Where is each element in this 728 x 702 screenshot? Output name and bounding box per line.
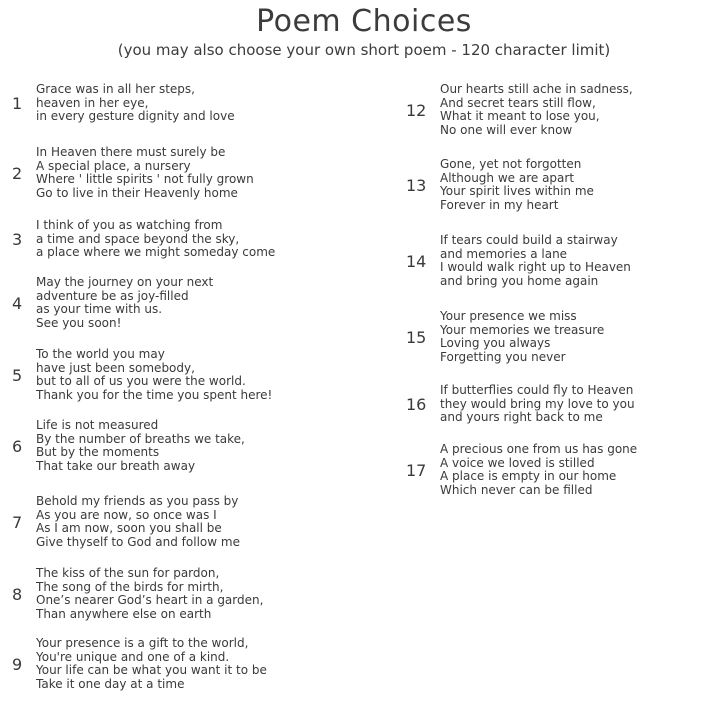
poem-line: as your time with us.: [36, 302, 163, 317]
poem-number: 16: [406, 395, 427, 415]
poem-12: [392, 83, 633, 138]
poem-line: A voice we loved is stilled: [440, 455, 595, 470]
poem-line: Forgetting you never: [440, 350, 566, 365]
poem-5: [0, 348, 272, 403]
poem-line: Which never can be filled: [440, 483, 593, 498]
poem-line: Your presence is a gift to the world,: [36, 636, 249, 650]
poem-line: In Heaven there must surely be: [36, 145, 226, 159]
poem-line: No one will ever know: [440, 123, 573, 138]
poem-line: If butterflies could fly to Heaven: [440, 383, 634, 397]
poem-line: A place is empty in our home: [440, 469, 617, 484]
poem-text: [440, 158, 594, 213]
poem-number: 9: [12, 654, 23, 674]
poem-line: Go to live in their Heavenly home: [36, 186, 238, 201]
poem-line: Take it one day at a time: [36, 677, 185, 692]
poem-4: [0, 276, 213, 331]
poem-line: Loving you always: [440, 336, 551, 351]
poem-line: Your life can be what you want it to be: [36, 663, 267, 678]
poem-line: The kiss of the sun for pardon,: [36, 566, 220, 580]
poem-line: I think of you as watching from: [36, 218, 223, 232]
poem-line: See you soon!: [36, 316, 122, 331]
poem-line: and bring you home again: [440, 274, 599, 289]
poem-2: [0, 146, 254, 201]
poem-line: and memories a lane: [440, 246, 568, 261]
poem-text: [440, 384, 635, 425]
poem-number: 15: [406, 327, 427, 347]
poem-14: [392, 234, 631, 289]
poem-8: [0, 567, 263, 622]
poem-line: Your memories we treasure: [440, 322, 605, 337]
poem-line: As you are now, so once was I: [36, 507, 217, 522]
poem-text: [36, 637, 267, 692]
poem-line: A precious one from us has gone: [440, 442, 638, 456]
poem-line: If tears could build a stairway: [440, 233, 618, 247]
poem-line: Behold my friends as you pass by: [36, 494, 239, 508]
poem-text: [36, 146, 254, 201]
poem-7: [0, 495, 240, 550]
poem-line: Where ' little spirits ' not fully grown: [36, 172, 254, 187]
poem-6: [0, 419, 245, 474]
poem-number: 1: [12, 94, 23, 114]
poem-1: [0, 83, 235, 124]
poem-text: [36, 348, 272, 403]
poem-line: Give thyself to God and follow me: [36, 535, 240, 550]
poem-line: As I am now, soon you shall be: [36, 521, 222, 536]
poem-line: But by the moments: [36, 445, 160, 460]
poem-line: they would bring my love to you: [440, 396, 635, 411]
poem-text: [440, 234, 631, 289]
poem-line: Grace was in all her steps,: [36, 82, 195, 96]
page-title: Poem Choices: [256, 4, 472, 39]
poem-number: 2: [12, 163, 23, 183]
poem-text: [440, 83, 633, 138]
poem-line: Forever in my heart: [440, 198, 559, 213]
poem-line: And secret tears still flow,: [440, 95, 596, 110]
poem-line: Gone, yet not forgotten: [440, 157, 582, 171]
poem-number: 12: [406, 100, 427, 120]
poem-line: adventure be as joy-filled: [36, 288, 189, 303]
poem-line: a place where we might someday come: [36, 245, 276, 260]
poem-line: By the number of breaths we take,: [36, 431, 245, 446]
poem-16: [392, 384, 635, 425]
poem-line: Your presence we miss: [440, 309, 577, 323]
poem-line: What it meant to lose you,: [440, 109, 600, 124]
poem-text: [36, 276, 213, 331]
poem-line: To the world you may: [36, 347, 165, 361]
poem-number: 13: [406, 175, 427, 195]
poem-number: 8: [12, 584, 23, 604]
poem-text: [36, 419, 245, 474]
poem-text: [36, 567, 263, 622]
poem-line: Our hearts still ache in sadness,: [440, 82, 633, 96]
poem-text: [36, 219, 275, 260]
poem-9: [0, 637, 267, 692]
poem-text: [36, 83, 235, 124]
poem-3: [0, 219, 275, 260]
poem-line: May the journey on your next: [36, 275, 214, 289]
poem-line: A special place, a nursery: [36, 158, 191, 173]
poem-line: I would walk right up to Heaven: [440, 260, 631, 275]
poem-line: Your spirit lives within me: [440, 184, 594, 199]
poem-line: The song of the birds for mirth,: [36, 579, 224, 594]
poem-number: 5: [12, 365, 23, 385]
poem-line: but to all of us you were the world.: [36, 374, 246, 389]
poem-line: Thank you for the time you spent here!: [36, 388, 273, 403]
poem-line: Life is not measured: [36, 418, 159, 432]
poem-line: in every gesture dignity and love: [36, 109, 235, 124]
poem-number: 17: [406, 460, 427, 480]
poem-text: [36, 495, 240, 550]
poem-line: You're unique and one of a kind.: [36, 649, 230, 664]
poem-line: Than anywhere else on earth: [36, 607, 212, 622]
poem-number: 14: [406, 251, 427, 271]
poem-number: 4: [12, 293, 23, 313]
poem-17: [392, 443, 637, 498]
poem-15: [392, 310, 604, 365]
poem-number: 7: [12, 512, 23, 532]
poem-line: That take our breath away: [36, 459, 196, 474]
poem-number: 6: [12, 436, 23, 456]
poem-line: a time and space beyond the sky,: [36, 231, 240, 246]
poem-text: [440, 443, 637, 498]
poem-line: and yours right back to me: [440, 410, 603, 425]
poem-text: [440, 310, 604, 365]
poem-line: One’s nearer God’s heart in a garden,: [36, 593, 264, 608]
poem-line: Although we are apart: [440, 170, 575, 185]
poem-13: [392, 158, 594, 213]
page-subtitle: (you may also choose your own short poem - 120 character limit): [117, 41, 611, 59]
poem-line: heaven in her eye,: [36, 95, 149, 110]
poem-line: have just been somebody,: [36, 360, 195, 375]
poem-number: 3: [12, 230, 23, 250]
